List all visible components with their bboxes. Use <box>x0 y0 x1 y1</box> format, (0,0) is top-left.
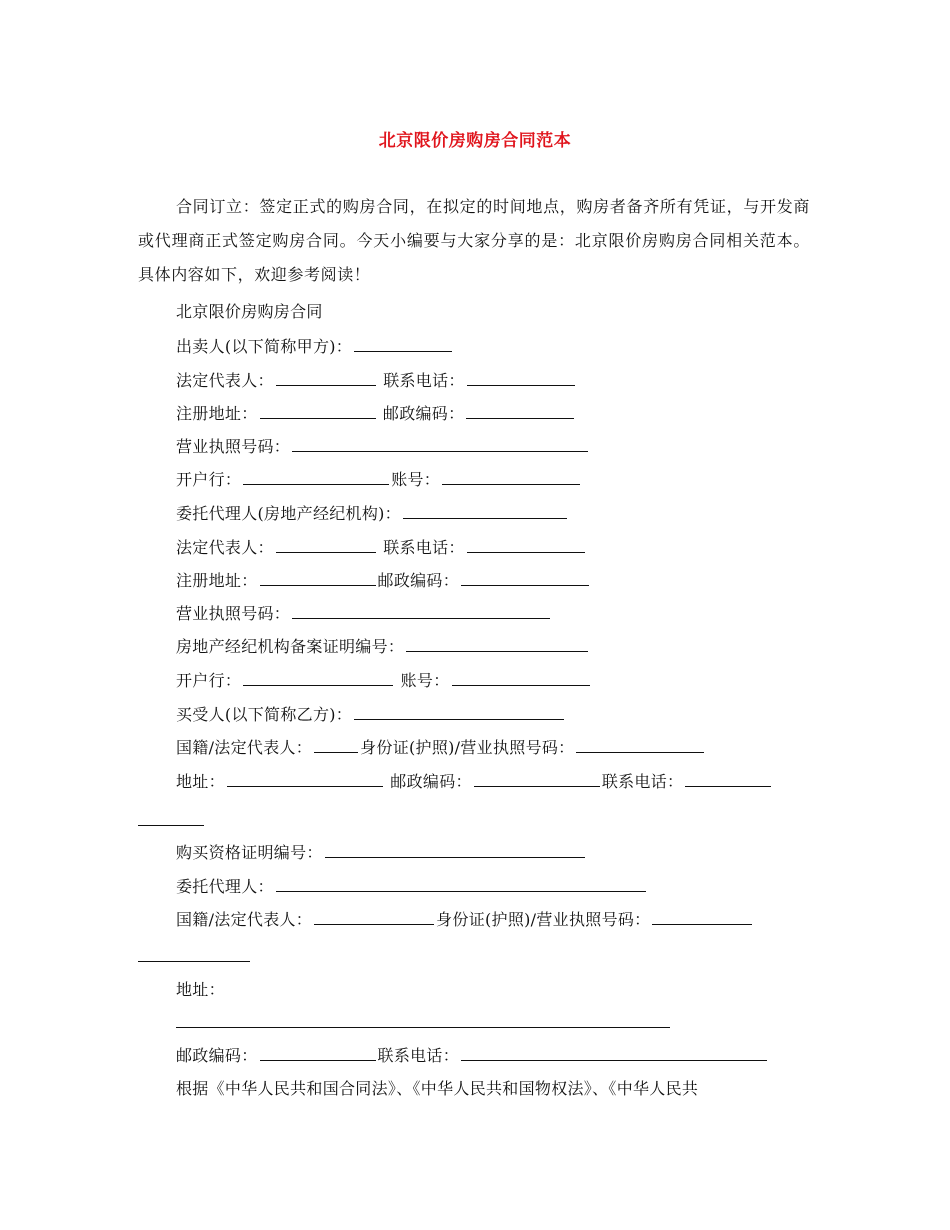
buyer-agent-line <box>176 877 648 897</box>
bank-blank[interactable] <box>243 483 389 485</box>
account-blank[interactable] <box>442 483 580 485</box>
license-label: 营业执照号码： <box>176 604 291 623</box>
nationality-rep-label: 国籍/法定代表人： <box>176 910 313 929</box>
agent-legal-rep-line <box>176 538 587 558</box>
postcode-label: 邮政编码： <box>176 1046 258 1065</box>
seller-label: 出卖人(以下简称甲方)： <box>176 337 353 356</box>
buyer-address-line <box>176 772 773 792</box>
address-label: 地址： <box>176 772 225 791</box>
agent-org-line <box>176 504 569 524</box>
buyer-agent-address-line <box>176 980 225 1000</box>
license-blank[interactable] <box>292 617 550 619</box>
postcode-label: 邮政编码： <box>390 772 472 791</box>
buyer-label: 买受人(以下简称乙方)： <box>176 705 353 724</box>
phone-label: 联系电话： <box>377 1046 460 1065</box>
bank-label: 开户行： <box>176 470 242 489</box>
phone-blank[interactable] <box>685 785 771 787</box>
postcode-blank[interactable] <box>474 785 600 787</box>
reg-address-blank[interactable] <box>260 417 376 419</box>
license-blank[interactable] <box>292 450 588 452</box>
seller-legal-rep-line <box>176 371 577 391</box>
nationality-rep-blank[interactable] <box>314 751 358 753</box>
postcode-label: 邮政编码： <box>377 571 460 590</box>
agent-label: 委托代理人： <box>176 877 274 896</box>
id-license-blank[interactable] <box>652 923 752 925</box>
agent-bank-line <box>176 671 592 691</box>
agent-license-line <box>176 604 552 624</box>
phone-label: 联系电话： <box>383 538 465 557</box>
agent-record-label: 房地产经纪机构备案证明编号： <box>176 637 405 656</box>
buyer-nationality-line <box>176 738 706 758</box>
legal-basis-text: 根据《中华人民共和国合同法》、《中华人民共和国物权法》、《中华人民共 <box>176 1079 699 1098</box>
postcode-blank[interactable] <box>466 417 574 419</box>
phone-label: 联系电话： <box>601 772 684 791</box>
postcode-blank[interactable] <box>461 584 589 586</box>
id-license-label: 身份证(护照)/营业执照号码： <box>360 738 575 757</box>
agent-org-blank[interactable] <box>403 517 567 519</box>
account-blank[interactable] <box>452 684 590 686</box>
postcode-label: 邮政编码： <box>382 404 465 423</box>
phone-label: 联系电话： <box>383 371 465 390</box>
bank-label: 开户行： <box>176 671 242 690</box>
phone-blank-continuation[interactable] <box>138 825 204 826</box>
agent-record-line <box>176 637 590 657</box>
seller-reg-address-line <box>176 404 576 424</box>
legal-rep-blank[interactable] <box>276 551 376 553</box>
buyer-agent-postcode-line <box>176 1046 769 1066</box>
buyer-agent-nationality-line <box>176 910 754 930</box>
contract-heading <box>176 302 323 322</box>
seller-bank-line <box>176 470 582 490</box>
contract-heading-text: 北京限价房购房合同 <box>176 302 323 321</box>
address-blank[interactable] <box>227 785 383 787</box>
agent-record-blank[interactable] <box>406 650 588 652</box>
seller-license-line <box>176 437 590 457</box>
id-license-blank[interactable] <box>576 751 704 753</box>
phone-blank[interactable] <box>461 1059 767 1061</box>
buyer-line <box>176 705 566 725</box>
id-license-blank-continuation[interactable] <box>138 961 250 962</box>
legal-rep-label: 法定代表人： <box>176 371 274 390</box>
seller-line <box>176 337 454 357</box>
qualification-blank[interactable] <box>325 856 585 858</box>
id-license-label: 身份证(护照)/营业执照号码： <box>436 910 651 929</box>
qualification-label: 购买资格证明编号： <box>176 843 323 862</box>
nationality-rep-label: 国籍/法定代表人： <box>176 738 313 757</box>
bank-blank[interactable] <box>243 684 393 686</box>
agent-reg-address-line <box>176 571 591 591</box>
document-title: 北京限价房购房合同范本 <box>378 131 572 151</box>
phone-blank[interactable] <box>467 551 585 553</box>
postcode-blank[interactable] <box>260 1059 376 1061</box>
account-label: 账号： <box>391 470 441 489</box>
legal-rep-blank[interactable] <box>276 384 376 386</box>
reg-address-label: 注册地址： <box>176 404 258 423</box>
reg-address-label: 注册地址： <box>176 571 258 590</box>
reg-address-blank[interactable] <box>260 584 376 586</box>
agent-blank[interactable] <box>276 890 646 892</box>
license-label: 营业执照号码： <box>176 437 291 456</box>
seller-blank[interactable] <box>354 350 452 352</box>
intro-paragraph: 合同订立：签定正式的购房合同，在拟定的时间地点，购房者备齐所有凭证，与开发商或代理商正式签定购房合同。今天小编要与大家分享的是：北京限价房购房合同相关范本。具体内容如下，欢迎参考阅读！ <box>138 197 810 284</box>
buyer-blank[interactable] <box>354 718 564 720</box>
phone-blank[interactable] <box>467 384 575 386</box>
legal-basis-line <box>176 1079 698 1099</box>
address-blank[interactable] <box>176 1027 670 1028</box>
legal-rep-label: 法定代表人： <box>176 538 274 557</box>
address-label: 地址： <box>176 980 225 999</box>
agent-org-label: 委托代理人(房地产经纪机构)： <box>176 504 401 523</box>
nationality-rep-blank[interactable] <box>314 923 434 925</box>
account-label: 账号： <box>400 671 450 690</box>
qualification-line <box>176 843 587 863</box>
